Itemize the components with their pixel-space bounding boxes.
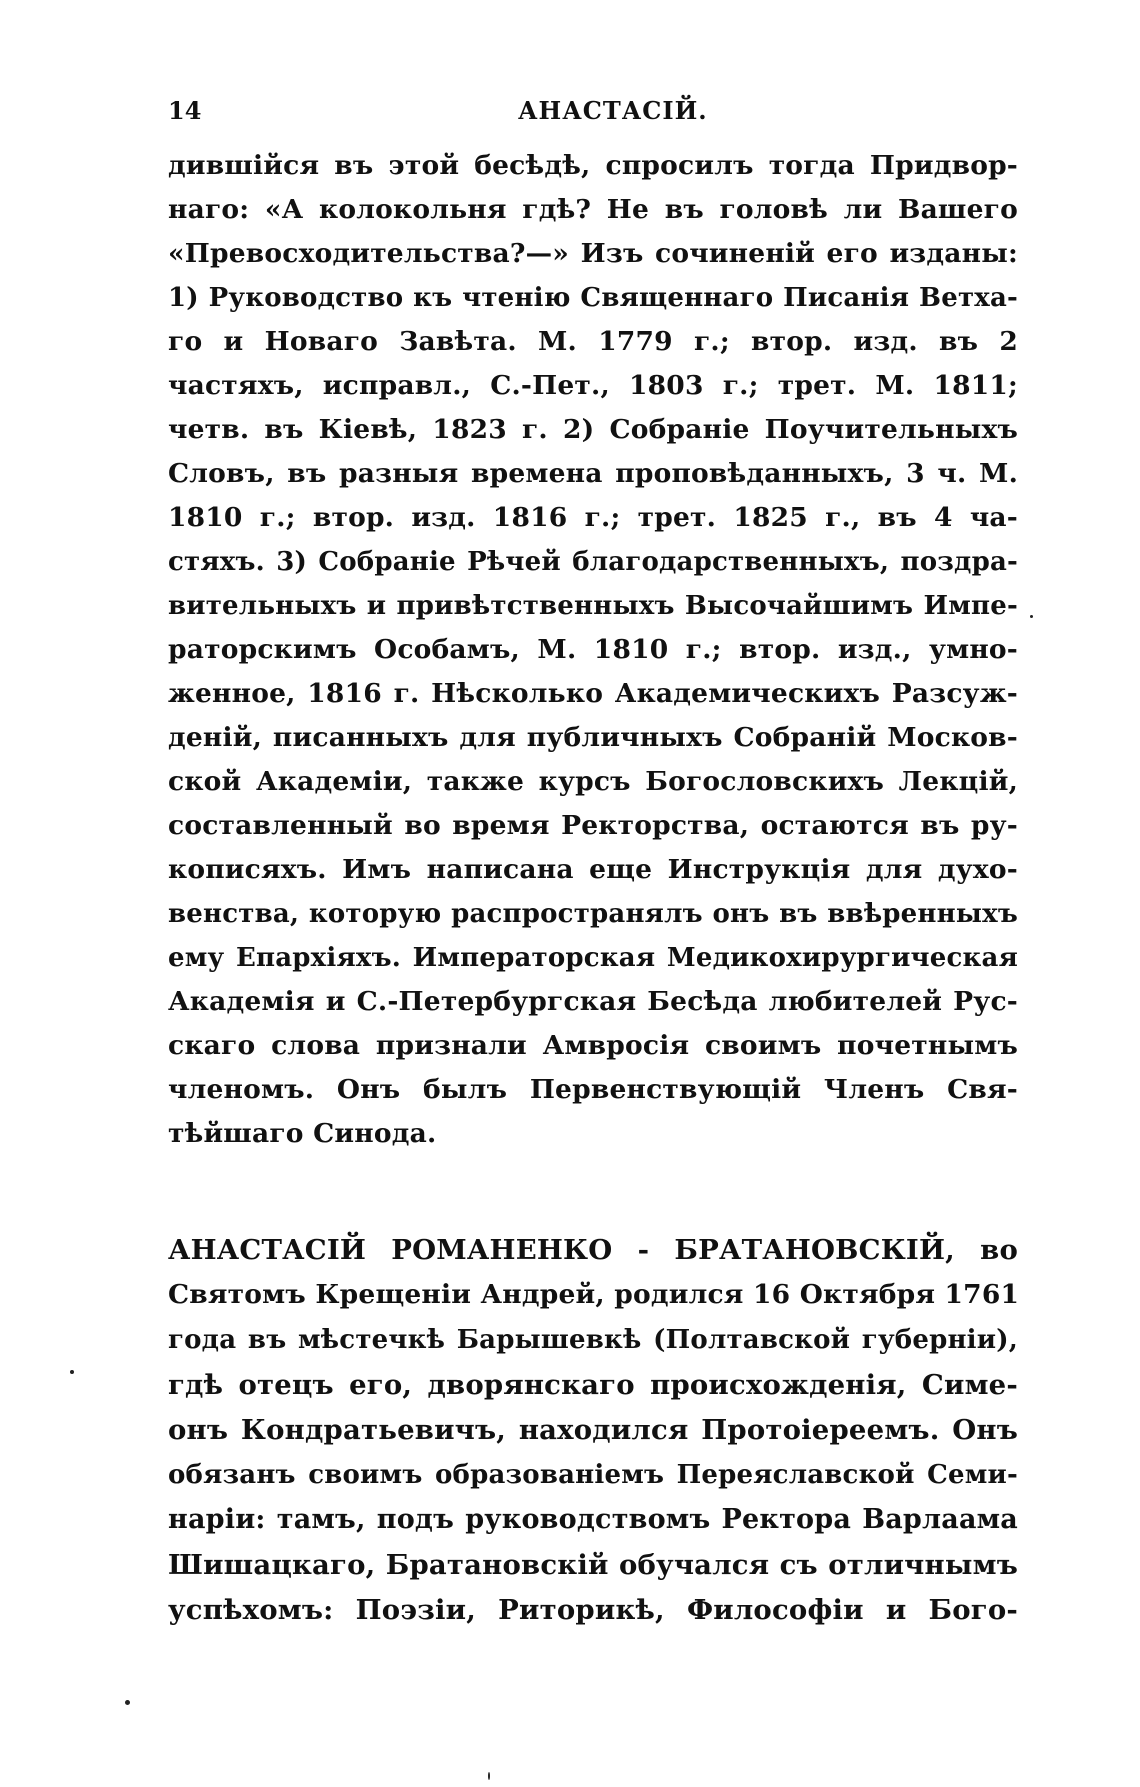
scan-speck (70, 1370, 74, 1374)
text-line: 1810 г.; втор. изд. 1816 г.; трет. 1825 г., въ 4 ча- (168, 502, 1018, 533)
text-line: деній, писанныхъ для публичныхъ Собраній Москов- (168, 722, 1018, 753)
text-line: Святомъ Крещеніи Андрей, родился 16 Октября 1761 (168, 1279, 1020, 1310)
text-line: дившійся въ этой бесѣдѣ, спросилъ тогда Придвор- (168, 150, 1018, 181)
text-line: ской Академіи, также курсъ Богословскихъ Лекцій, (168, 766, 1018, 797)
text-line: ему Епархіяхъ. Императорская Медикохирургическая (168, 943, 1018, 973)
page-header (168, 96, 1018, 136)
scan-speck (1030, 615, 1033, 618)
text-line: 1) Руководство къ чтенію Священнаго Писанія Ветха- (168, 283, 1018, 313)
text-line: раторскимъ Особамъ, М. 1810 г.; втор. изд., умно- (168, 634, 1018, 665)
text-line: успѣхомъ: Поэзіи, Риторикѣ, Философіи и Бого- (168, 1594, 1018, 1626)
entry-heading-line: АНАСТАСІЙ РОМАНЕНКО - БРАТАНОВСКІЙ, во (168, 1234, 1018, 1266)
text-line: составленный во время Ректорства, остаются въ ру- (168, 810, 1018, 841)
text-line: кописяхъ. Имъ написана еще Инструкція для духо- (168, 854, 1018, 885)
text-line: наго: «А колокольня гдѣ? Не въ головѣ ли Вашего (168, 194, 1018, 225)
text-line: Словъ, въ разныя времена проповѣданныхъ, 3 ч. М. (168, 458, 1018, 489)
text-line: стяхъ. 3) Собраніе Рѣчей благодарственныхъ, поздра- (168, 547, 1018, 577)
text-line: Шишацкаго, Братановскій обучался съ отличнымъ (168, 1549, 1018, 1581)
text-line: гдѣ отецъ его, дворянскаго происхожденія, Симе- (168, 1369, 1018, 1401)
text-line: частяхъ, исправл., С.-Пет., 1803 г.; трет. М. 1811; (168, 370, 1018, 401)
text-line: года въ мѣстечкѣ Барышевкѣ (Полтавской губерніи), (168, 1325, 1018, 1355)
text-line: онъ Кондратьевичъ, находился Протоіереемъ. Онъ (168, 1414, 1018, 1446)
text-line: вительныхъ и привѣтственныхъ Высочайшимъ Импе- (168, 591, 1018, 621)
text-line: наріи: тамъ, подъ руководствомъ Ректора Варлаама (168, 1504, 1018, 1535)
scan-speck (488, 1772, 490, 1780)
text-line: тѣйшаго Синода. (168, 1118, 437, 1149)
text-line: женное, 1816 г. Нѣсколько Академическихъ Разсуж- (168, 678, 1018, 709)
text-line: обязанъ своимъ образованіемъ Переяславской Семи- (168, 1460, 1018, 1490)
text-line: го и Новаго Завѣта. М. 1779 г.; втор. изд. въ 2 (168, 326, 1018, 357)
text-line: четв. въ Кіевѣ, 1823 г. 2) Собраніе Поучительныхъ (168, 414, 1018, 445)
text-line: Академія и С.-Петербургская Бесѣда любителей Рус- (168, 986, 1018, 1017)
running-title: АНАСТАСІЙ. (518, 96, 708, 125)
text-line: венства, которую распространялъ онъ въ ввѣренныхъ (168, 899, 1018, 929)
text-line: «Превосходительства?—» Изъ сочиненій его изданы: (168, 238, 1018, 269)
page-number: 14 (168, 96, 202, 125)
text-line: скаго слова признали Амвросія своимъ почетнымъ (168, 1030, 1018, 1061)
scan-speck (125, 1700, 130, 1705)
text-line: членомъ. Онъ былъ Первенствующій Членъ Свя- (168, 1074, 1018, 1105)
